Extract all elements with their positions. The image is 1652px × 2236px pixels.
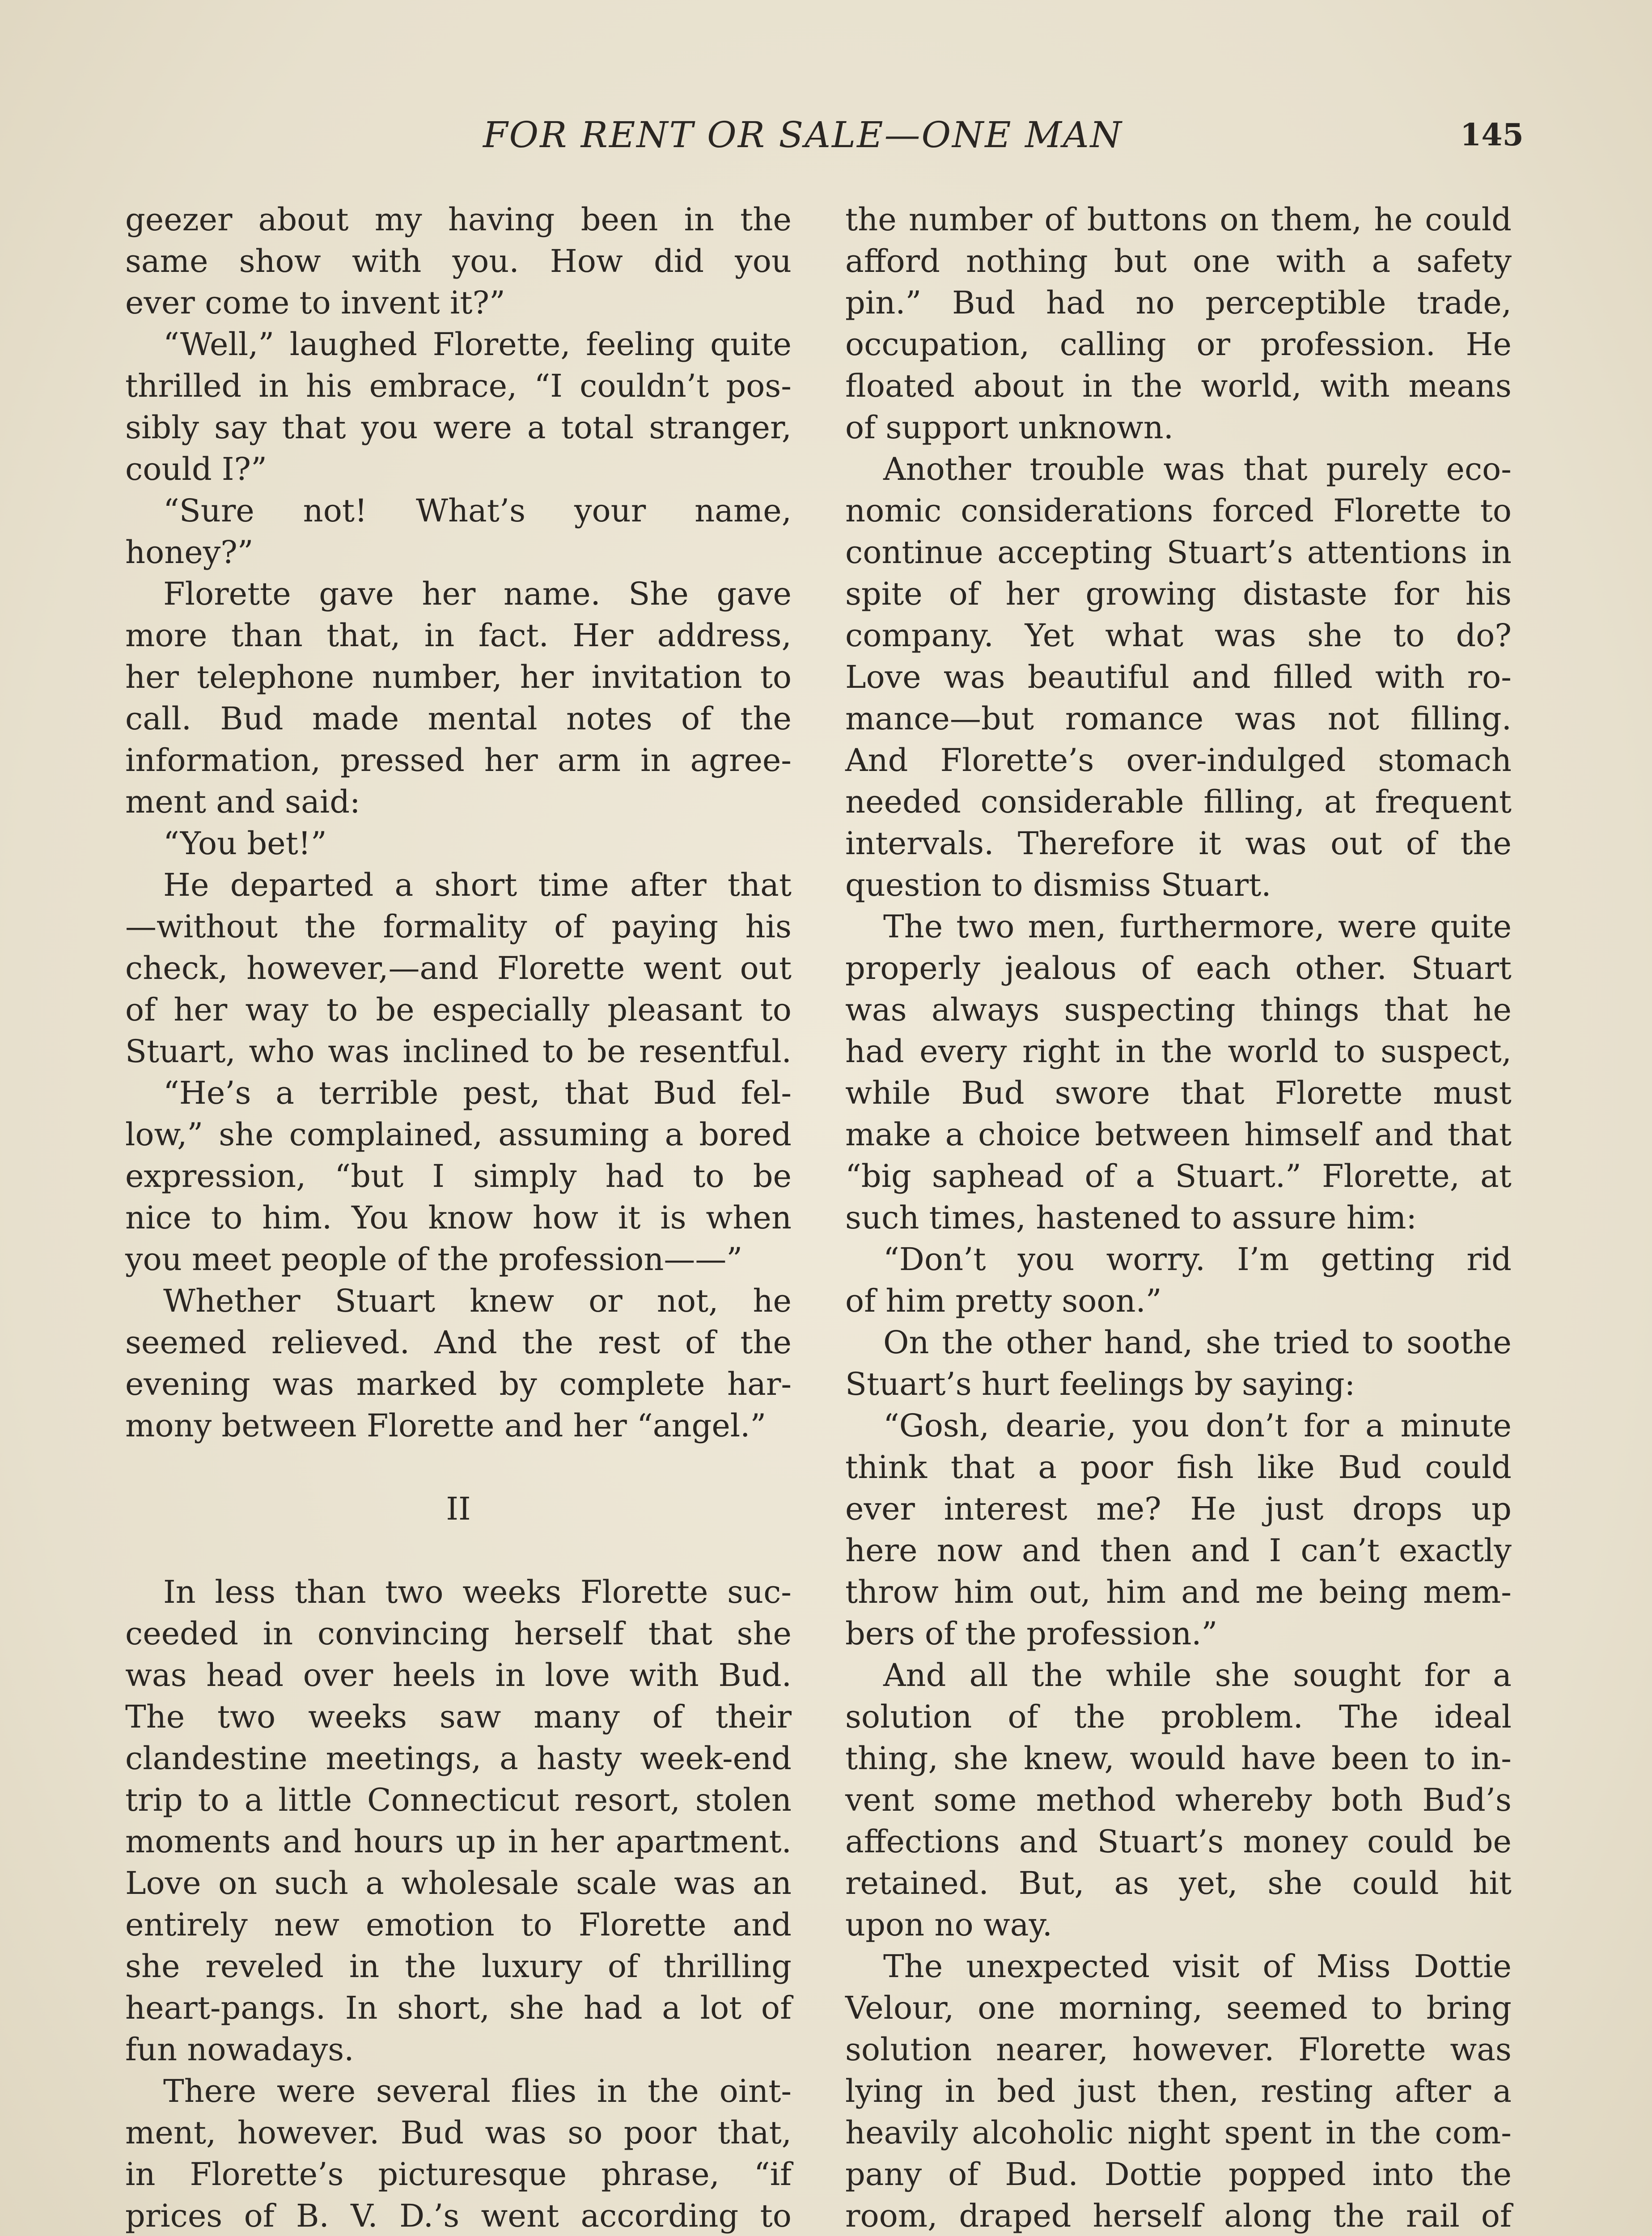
text-line: In less than two weeks Florette suc- bbox=[163, 1574, 792, 1610]
text-line: solution of the problem. The ideal bbox=[845, 1698, 1512, 1735]
text-line: “He’s a terrible pest, that Bud fel- bbox=[163, 1075, 792, 1111]
text-line: nomic considerations forced Florette to bbox=[845, 492, 1512, 529]
text-line: here now and then and I can’t exactly bbox=[845, 1532, 1512, 1569]
text-line: sibly say that you were a total stranger, bbox=[125, 409, 792, 446]
text-line: The two men, furthermore, were quite bbox=[883, 908, 1512, 945]
text-line: of her way to be especially pleasant to bbox=[125, 991, 792, 1028]
text-line: ment, however. Bud was so poor that, bbox=[125, 2114, 792, 2151]
text-line: needed considerable filling, at frequent bbox=[845, 783, 1512, 820]
text-line: mance—but romance was not filling. bbox=[845, 700, 1512, 737]
running-title: FOR RENT OR SALE—ONE MAN bbox=[483, 114, 1123, 156]
text-line: Love was beautiful and filled with ro- bbox=[845, 659, 1512, 695]
text-line: bers of the profession.” bbox=[845, 1615, 1218, 1652]
text-line: geezer about my having been in the bbox=[125, 201, 792, 238]
text-line: properly jealous of each other. Stuart bbox=[845, 950, 1512, 987]
text-line: “Don’t you worry. I’m getting rid bbox=[883, 1241, 1512, 1278]
text-line: occupation, calling or profession. He bbox=[845, 326, 1512, 363]
text-line: vent some method whereby both Bud’s bbox=[845, 1782, 1512, 1818]
text-line: you meet people of the profession——” bbox=[125, 1241, 743, 1278]
text-line: call. Bud made mental notes of the bbox=[125, 700, 792, 737]
text-line: of support unknown. bbox=[845, 409, 1173, 446]
text-line: There were several flies in the oint- bbox=[163, 2073, 792, 2109]
text-line: question to dismiss Stuart. bbox=[845, 867, 1271, 903]
text-line: Stuart’s hurt feelings by saying: bbox=[845, 1366, 1355, 1402]
text-line: The two weeks saw many of their bbox=[125, 1698, 792, 1735]
text-line: affections and Stuart’s money could be bbox=[845, 1823, 1512, 1860]
text-line: ever come to invent it?” bbox=[125, 284, 505, 321]
text-line: He departed a short time after that bbox=[163, 867, 792, 903]
text-line: heavily alcoholic night spent in the com- bbox=[845, 2114, 1512, 2151]
text-line: mony between Florette and her “angel.” bbox=[125, 1407, 767, 1444]
text-line: Whether Stuart knew or not, he bbox=[163, 1283, 792, 1319]
text-line: heart-pangs. In short, she had a lot of bbox=[125, 1990, 792, 2026]
text-line: Velour, one morning, seemed to bring bbox=[845, 1990, 1512, 2026]
text-line: On the other hand, she tried to soothe bbox=[883, 1324, 1512, 1361]
text-line: make a choice between himself and that bbox=[845, 1116, 1512, 1153]
text-line: fun nowadays. bbox=[125, 2031, 354, 2068]
text-line: thrilled in his embrace, “I couldn’t pos- bbox=[125, 368, 792, 404]
text-line: of him pretty soon.” bbox=[845, 1283, 1162, 1319]
text-line: in Florette’s picturesque phrase, “if bbox=[125, 2156, 792, 2193]
text-line: information, pressed her arm in agree- bbox=[125, 742, 792, 779]
text-line: could I?” bbox=[125, 451, 267, 487]
text-line: “Well,” laughed Florette, feeling quite bbox=[163, 326, 792, 363]
text-line: Love on such a wholesale scale was an bbox=[125, 1865, 792, 1901]
text-line: seemed relieved. And the rest of the bbox=[125, 1324, 792, 1361]
text-line: intervals. Therefore it was out of the bbox=[845, 825, 1512, 862]
text-line: ceeded in convincing herself that she bbox=[125, 1615, 792, 1652]
text-line: continue accepting Stuart’s attentions in bbox=[845, 534, 1512, 571]
text-line: solution nearer, however. Florette was bbox=[845, 2031, 1512, 2068]
text-line: company. Yet what was she to do? bbox=[845, 617, 1512, 654]
text-line: honey?” bbox=[125, 534, 254, 571]
text-line: upon no way. bbox=[845, 1906, 1053, 1943]
text-line: pany of Bud. Dottie popped into the bbox=[845, 2156, 1512, 2193]
text-line: entirely new emotion to Florette and bbox=[125, 1906, 792, 1943]
text-line: “Sure not! What’s your name, bbox=[163, 492, 792, 529]
text-line: moments and hours up in her apartment. bbox=[125, 1823, 792, 1860]
text-line: was always suspecting things that he bbox=[845, 991, 1512, 1028]
text-line: spite of her growing distaste for his bbox=[845, 576, 1512, 612]
text-line: “Gosh, dearie, you don’t for a minute bbox=[883, 1407, 1512, 1444]
text-line: her telephone number, her invitation to bbox=[125, 659, 792, 695]
text-line: trip to a little Connecticut resort, stolen bbox=[125, 1782, 792, 1818]
text-line: she reveled in the luxury of thrilling bbox=[125, 1948, 792, 1985]
text-line: lying in bed just then, resting after a bbox=[845, 2073, 1512, 2109]
text-line: such times, hastened to assure him: bbox=[845, 1199, 1417, 1236]
text-line: room, draped herself along the rail of bbox=[845, 2198, 1512, 2234]
text-line: while Bud swore that Florette must bbox=[845, 1075, 1512, 1111]
right-column bbox=[845, 199, 1512, 2236]
text-line: And Florette’s over-indulged stomach bbox=[845, 742, 1512, 779]
text-line: had every right in the world to suspect, bbox=[845, 1033, 1512, 1070]
text-line: Florette gave her name. She gave bbox=[163, 576, 792, 612]
text-line: The unexpected visit of Miss Dottie bbox=[883, 1948, 1512, 1985]
left-column bbox=[125, 199, 792, 2236]
text-line: expression, “but I simply had to be bbox=[125, 1158, 792, 1194]
text-line: throw him out, him and me being mem- bbox=[845, 1574, 1512, 1610]
text-line: ment and said: bbox=[125, 783, 360, 820]
text-line: “big saphead of a Stuart.” Florette, at bbox=[845, 1158, 1512, 1194]
text-line: And all the while she sought for a bbox=[883, 1657, 1512, 1694]
text-line: “You bet!” bbox=[163, 825, 327, 862]
text-line: pin.” Bud had no perceptible trade, bbox=[845, 284, 1512, 321]
text-line: the number of buttons on them, he could bbox=[845, 201, 1512, 238]
text-line: Stuart, who was inclined to be resentful. bbox=[125, 1033, 792, 1070]
text-line: afford nothing but one with a safety bbox=[845, 243, 1512, 280]
text-line: same show with you. How did you bbox=[125, 243, 792, 280]
text-line: retained. But, as yet, she could hit bbox=[845, 1865, 1512, 1901]
section-number: II bbox=[446, 1491, 471, 1527]
text-line: floated about in the world, with means bbox=[845, 368, 1512, 404]
text-line: clandestine meetings, a hasty week-end bbox=[125, 1740, 792, 1777]
spacer bbox=[125, 1530, 792, 1571]
spacer bbox=[125, 1447, 792, 1488]
text-line: was head over heels in love with Bud. bbox=[125, 1657, 792, 1694]
text-line: —without the formality of paying his bbox=[125, 908, 792, 945]
text-line: ever interest me? He just drops up bbox=[845, 1491, 1512, 1527]
text-line: prices of B. V. D.’s went according to bbox=[125, 2198, 792, 2234]
text-line: nice to him. You know how it is when bbox=[125, 1199, 792, 1236]
text-line: evening was marked by complete har- bbox=[125, 1366, 792, 1402]
text-line: more than that, in fact. Her address, bbox=[125, 617, 792, 654]
text-line: low,” she complained, assuming a bored bbox=[125, 1116, 792, 1153]
text-line: thing, she knew, would have been to in- bbox=[845, 1740, 1512, 1777]
page-number: 145 bbox=[1460, 117, 1524, 153]
text-line: Another trouble was that purely eco- bbox=[883, 451, 1512, 487]
text-line: think that a poor fish like Bud could bbox=[845, 1449, 1512, 1486]
text-line: check, however,—and Florette went out bbox=[125, 950, 792, 987]
